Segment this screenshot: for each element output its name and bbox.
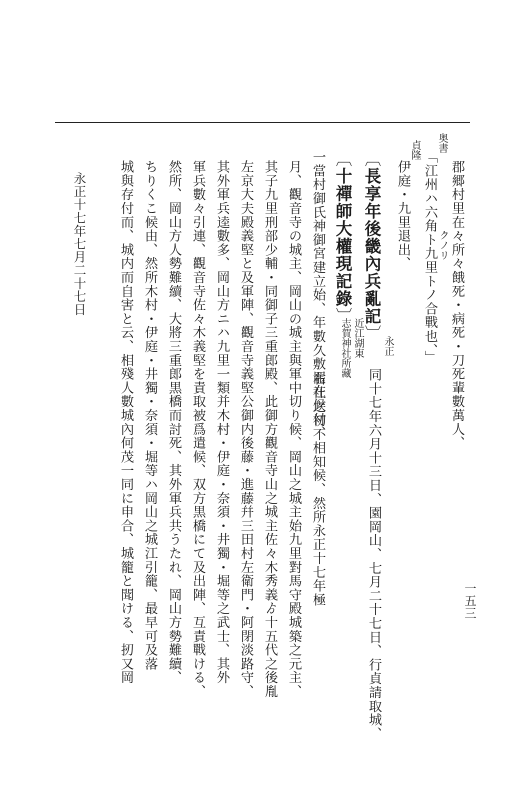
heading-chokyo [360, 150, 382, 343]
header-rule [55, 122, 470, 123]
ruby-kunori: クノリ [437, 230, 448, 260]
heading-jizenji-text: 十禪師大權現記錄 [333, 167, 352, 308]
note-sadataka: 貞隆 [409, 140, 420, 160]
heading-chokyo-text: 長享年後畿內兵亂記 [362, 167, 381, 325]
text-column-9: 其子九里刑部少輔・同御子三重郎殿、此御方觀音寺山之城主佐々木秀義ゟ十五代之後胤 [262, 160, 277, 699]
text-column-7: 一當村御氏神御宮建立始、年數久敷罷在候付、 [310, 150, 325, 440]
text-column-3: 伊庭・九里退出、 [395, 160, 410, 271]
text-column-4: 同十七年六月十三日、園岡山、七月二十七日、行貞請取城、 [366, 368, 381, 741]
text-column-11: 其外軍兵逵數多、岡山方ニハ九里一類并木村・伊庭・奈須・井獨・堀等之武士、其外 [214, 160, 229, 685]
note-owner: 志賀神社所藏 [339, 318, 350, 378]
heading2-close-bracket: 〕 [333, 307, 352, 325]
date-line: 永正十七年七月二十七日 [72, 172, 87, 317]
text-column-6: 右社之初不相知候、然所永正十七年極 [310, 372, 325, 607]
heading-jizenji [331, 150, 353, 325]
text-column-14: ちりくこ候由、然所木村・伊庭・井獨・奈須・堀等ハ岡山之城江引籠、最早可及落 [142, 160, 157, 671]
heading2-open-bracket: 〔 [333, 150, 352, 168]
text-column-13: 然所、岡山方人勢難續、大將三重郎黒橋而討死、其外軍兵共うたれ、岡山方勢難續、 [166, 160, 181, 685]
heading-close-bracket: 〕 [362, 325, 381, 343]
text-column-8: 月、觀音寺の城主、岡山の城主與軍中切り候、岡山之城主始九里對馬守殿城築之元主、 [286, 160, 301, 699]
note-eisho: 永正 [382, 336, 393, 356]
note-okugaki: 奥書 [436, 133, 447, 153]
text-column-1: 郡郷村里在々所々餓死・病死・刀死輩數萬人、 [449, 160, 464, 450]
page-number: 一五三 [463, 582, 477, 620]
text-column-2: 「江州ハ六角ト九里トノ合戰也、」 [422, 150, 437, 365]
heading-open-bracket: 〔 [362, 150, 381, 168]
text-column-10: 左京大夫殿義堅と及軍陣、觀音寺義堅公御内後藤・進藤幷三田村左衛門・阿閉淡路守、 [238, 160, 253, 699]
text-column-12: 軍兵數々引連、觀音寺佐々木義堅を責取被爲遣候、双方黒橋にて及出陣、互責戰ける、 [190, 160, 205, 699]
note-omi-koto: 近江湖東 [352, 318, 363, 358]
text-column-15: 城與存付而、城内而自害と云、相殘人數城內何茂一同に申合、城籠と聞ける、扨又岡 [118, 160, 133, 685]
